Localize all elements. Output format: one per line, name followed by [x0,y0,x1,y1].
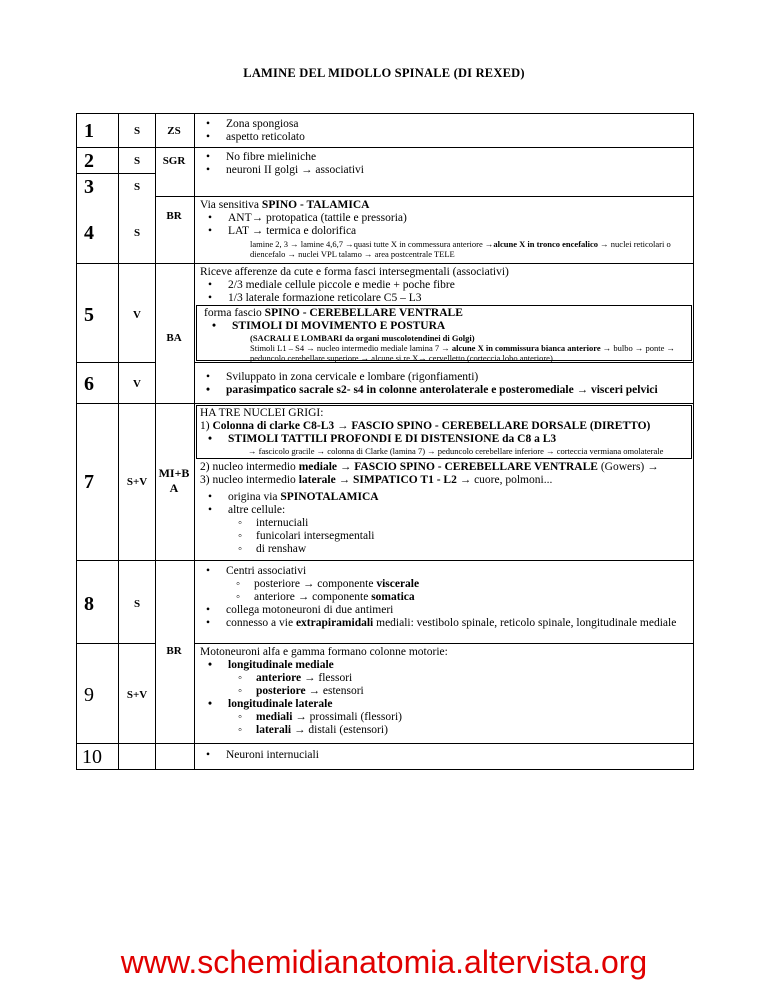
list-item: • 2/3 mediale cellule piccole e medie + poche fibre [200,279,690,292]
lamina-desc-6 [198,371,692,397]
list-item: • neuroni II golgi → associativi [198,164,688,177]
nucleus-3: 3) nucleo intermedio laterale → SIMPATICO T1 - L2 → cuore, polmoni... [200,474,553,486]
lamina-type-7: S+V [126,476,148,488]
list-item: • Centri associativi [198,565,692,578]
lamina-heading: HA TRE NUCLEI GRIGI: [200,407,324,419]
lamina-zone-5: BA [166,332,182,344]
sub-item: ◦ di renshaw [200,543,690,556]
list-item: • Sviluppato in zona cervicale e lombare (rigonfiamenti) [198,371,692,384]
lamina-zone-1: ZS [167,125,181,137]
lamina-number-9: 9 [84,684,94,706]
lamina-desc-7 [200,407,690,556]
lamina-desc-2 [198,151,688,177]
tract-heading: forma fascio SPINO - CEREBELLARE VENTRALE [204,307,463,319]
lamina-number-4: 4 [84,222,94,244]
list-item: • ANT→ protopatica (tattile e pressoria) [200,212,690,225]
lamina-desc-5 [200,266,690,305]
lamina-type-8: S [133,598,141,610]
lamina-type-5: V [133,309,141,321]
lamina-zone-8: BR [166,645,182,657]
list-item: • STIMOLI DI MOVIMENTO E POSTURA [204,320,688,333]
sub-item: ◦ mediali → prossimali (flessori) [200,711,690,724]
ventral-tract-content [204,307,688,363]
pathway-heading: Via sensitiva SPINO - TALAMICA [200,199,370,211]
list-item: • longitudinale mediale [200,659,690,672]
list-item: • connesso a vie extrapiramidali mediali: vestibolo spinale, reticolo spinale, longitudinale mediale [198,617,692,630]
lamina-zone-2: SGR [162,155,186,167]
sub-item: ◦ posteriore → componente viscerale [198,578,692,591]
lamina-zone-4: BR [166,210,182,222]
tract-note: Stimoli L1 – S4 → nucleo intermedio mediale lamina 7 → alcune X in commissura bianca anteriore → bulbo → ponte → peduncolo cerebellare superiore → alcune si re X→ cervelletto (corteccia lobo anteriore) [250,343,676,363]
list-item: • origina via SPINOTALAMICA [200,491,690,504]
list-item: • aspetto reticolato [198,131,688,144]
list-item: • altre cellule: [200,504,690,517]
sub-item: ◦ internuciali [200,517,690,530]
lamina-type-9: S+V [126,689,148,701]
list-item: • STIMOLI TATTILI PROFONDI E DI DISTENSIONE da C8 a L3 [200,433,690,446]
lamina-heading: Riceve afferenze da cute e forma fasci intersegmentali (associativi) [200,266,509,278]
tract-note: (SACRALI E LOMBARI da organi muscolotendinei di Golgi) [250,333,475,343]
lamina-desc-9 [200,646,690,737]
lamina-type-4: S [133,227,141,239]
lamina-number-6: 6 [84,373,94,395]
lamina-number-7: 7 [84,471,94,493]
lamina-type-3: S [133,181,141,193]
sub-item: ◦ laterali → distali (estensori) [200,724,690,737]
lamina-type-6: V [133,378,141,390]
lamina-desc-4 [200,199,690,259]
list-item: • longitudinale laterale [200,698,690,711]
nucleus-1: 1) Colonna di clarke C8-L3 → FASCIO SPINO - CEREBELLARE DORSALE (DIRETTO) [200,420,651,432]
lamina-heading: Motoneuroni alfa e gamma formano colonne motorie: [200,646,448,658]
lamina-type-1: S [133,125,141,137]
list-item: • 1/3 laterale formazione reticolare C5 – L3 [200,292,690,305]
lamina-number-2: 2 [84,150,94,172]
lamina-desc-10 [198,749,688,762]
pathway-note: lamine 2, 3 → lamine 4,6,7 →quasi tutte X in commessura anteriore →alcune X in tronco encefalico → nuclei reticolari o diencefalo → nuclei VPL talamo → area postcentrale TELE [250,239,671,259]
sub-item: ◦ posteriore → estensori [200,685,690,698]
list-item: • collega motoneuroni di due antimeri [198,604,692,617]
list-item: • No fibre mieliniche [198,151,688,164]
nucleus-2: 2) nucleo intermedio mediale → FASCIO SPINO - CEREBELLARE VENTRALE (Gowers) → [200,461,659,473]
sub-item: ◦ funicolari intersegmentali [200,530,690,543]
list-item: • Neuroni internuciali [198,749,688,762]
tract-note: → fascicolo gracile → colonna di Clarke (lamina 7) → peduncolo cerebellare inferiore → corteccia vermiana omolaterale [248,446,664,456]
lamina-desc-1 [198,118,688,144]
page-title: LAMINE DEL MIDOLLO SPINALE (DI REXED) [243,66,525,80]
lamina-zone-7: MI+B A [158,466,190,495]
lamina-number-8: 8 [84,593,94,615]
lamina-desc-8 [198,565,692,630]
lamina-number-1: 1 [84,120,94,142]
sub-item: ◦ anteriore → componente somatica [198,591,692,604]
lamina-type-2: S [133,155,141,167]
list-item: • Zona spongiosa [198,118,688,131]
sub-item: ◦ anteriore → flessori [200,672,690,685]
lamina-number-5: 5 [84,304,94,326]
list-item: • LAT → termica e dolorifica [200,225,690,238]
lamina-number-3: 3 [84,176,94,198]
lamina-number-10: 10 [82,746,102,768]
website-watermark: www.schemidianatomia.altervista.org [120,944,648,980]
list-item: • parasimpatico sacrale s2- s4 in colonne anterolaterale e posteromediale → visceri pelvici [198,384,692,397]
